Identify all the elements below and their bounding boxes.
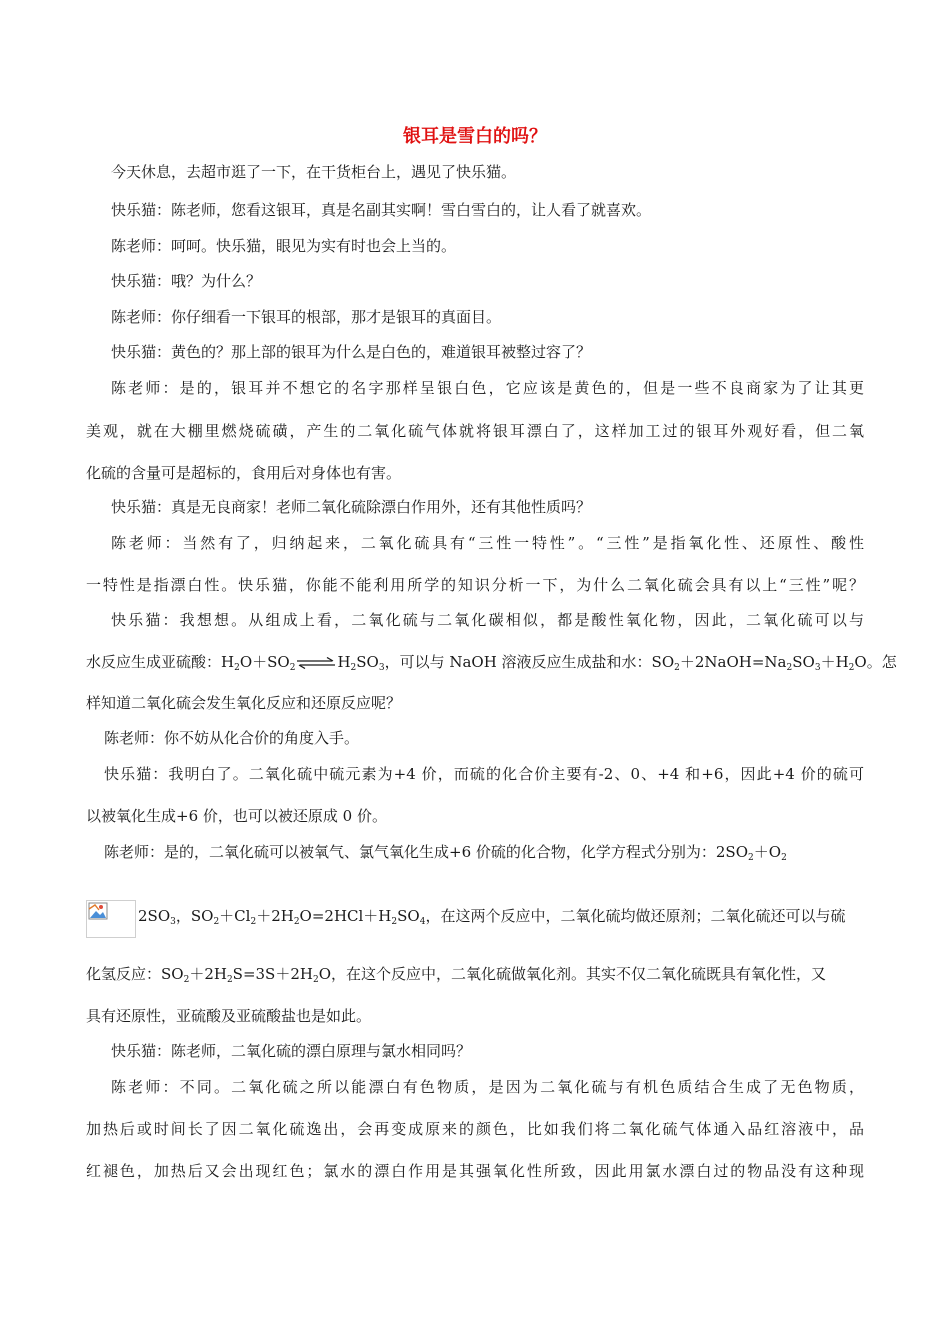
broken-image-icon (88, 902, 110, 922)
paragraph-line: 样知道二氧化硫会发生氧化反应和还原反应呢？ (86, 694, 402, 712)
equation-line: 陈老师：是的，二氧化硫可以被氧气、氯气氧化生成+6 价硫的化合物，化学方程式分别为：$2SO_2+O_2$ (104, 843, 787, 863)
document-title: 银耳是雪白的吗？ (403, 126, 547, 147)
paragraph-line: 今天休息，去超市逛了一下，在干货柜台上，遇见了快乐猫。 (111, 163, 517, 181)
paragraph-line: 快乐猫：真是无良商家！老师二氧化硫除漂白作用外，还有其他性质吗？ (111, 498, 592, 516)
paragraph-line: 快乐猫：我想想。从组成上看，二氧化硫与二氧化碳相似，都是酸性氧化物，因此，二氧化硫可以与 (111, 611, 864, 629)
paragraph-line: 陈老师：你不妨从化合价的角度入手。 (104, 729, 360, 747)
paragraph-line: 化硫的含量可是超标的，食用后对身体也有害。 (86, 464, 402, 482)
paragraph-line: 快乐猫：陈老师，二氧化硫的漂白原理与氯水相同吗？ (111, 1042, 472, 1060)
paragraph-line: 快乐猫：我明白了。二氧化硫中硫元素为+4 价，而硫的化合价主要有-2、0、+4 和+6，因此+4 价的硫可 (104, 765, 864, 783)
paragraph-line: 快乐猫：哦？为什么？ (111, 272, 262, 290)
paragraph-line: 陈老师：呵呵。快乐猫，眼见为实有时也会上当的。 (111, 237, 457, 255)
paragraph-line: 红褪色，加热后又会出现红色；氯水的漂白作用是其强氧化性所致，因此用氯水漂白过的物品没有这种现 (86, 1162, 864, 1180)
paragraph-line: 陈老师：不同。二氧化硫之所以能漂白有色物质，是因为二氧化硫与有机色质结合生成了无色物质， (111, 1078, 864, 1096)
paragraph-line: 美观，就在大棚里燃烧硫磺，产生的二氧化硫气体就将银耳漂白了，这样加工过的银耳外观好看，但二氧 (86, 422, 864, 440)
paragraph-line: 加热后或时间长了因二氧化硫逸出，会再变成原来的颜色，比如我们将二氧化硫气体通入品红溶液中，品 (86, 1120, 864, 1138)
paragraph-line: 陈老师：当然有了，归纳起来，二氧化硫具有“三性一特性”。“三性”是指氧化性、还原性、酸性 (111, 534, 864, 552)
equation-line: $2SO_3$，$SO_2+Cl_2+2H_2O=2HCl+H_2SO_4$，在这两个反应中，二氧化硫均做还原剂；二氧化硫还可以与硫 (138, 907, 846, 927)
paragraph-line: 一特性是指漂白性。快乐猫，你能不能利用所学的知识分析一下，为什么二氧化硫会具有以上“三性”呢？ (86, 576, 864, 594)
paragraph-line: 以被氧化生成+6 价，也可以被还原成 0 价。 (86, 807, 387, 825)
broken-image-placeholder (86, 900, 136, 938)
equation-line: 水反应生成亚硫酸：$H_2O+SO_2$ $H_2SO_3$，可以与 NaOH 溶液反应生成盐和水：$SO_2+2NaOH=Na_2SO_3+H_2O$。怎 (86, 653, 897, 673)
reversible-arrow-icon (296, 657, 336, 669)
paragraph-line: 具有还原性，亚硫酸及亚硫酸盐也是如此。 (86, 1007, 372, 1025)
paragraph-line: 快乐猫：陈老师，您看这银耳，真是名副其实啊！雪白雪白的，让人看了就喜欢。 (111, 201, 652, 219)
equation-line: 化氢反应：$SO_2+2H_2S=3S+2H_2O$，在这个反应中，二氧化硫做氧化剂。其实不仅二氧化硫既具有氧化性，又 (86, 965, 827, 985)
paragraph-line: 陈老师：是的，银耳并不想它的名字那样呈银白色，它应该是黄色的，但是一些不良商家为了让其更 (111, 379, 864, 397)
paragraph-line: 陈老师：你仔细看一下银耳的根部，那才是银耳的真面目。 (111, 308, 502, 326)
paragraph-line: 快乐猫：黄色的？那上部的银耳为什么是白色的，难道银耳被整过容了？ (111, 343, 592, 361)
